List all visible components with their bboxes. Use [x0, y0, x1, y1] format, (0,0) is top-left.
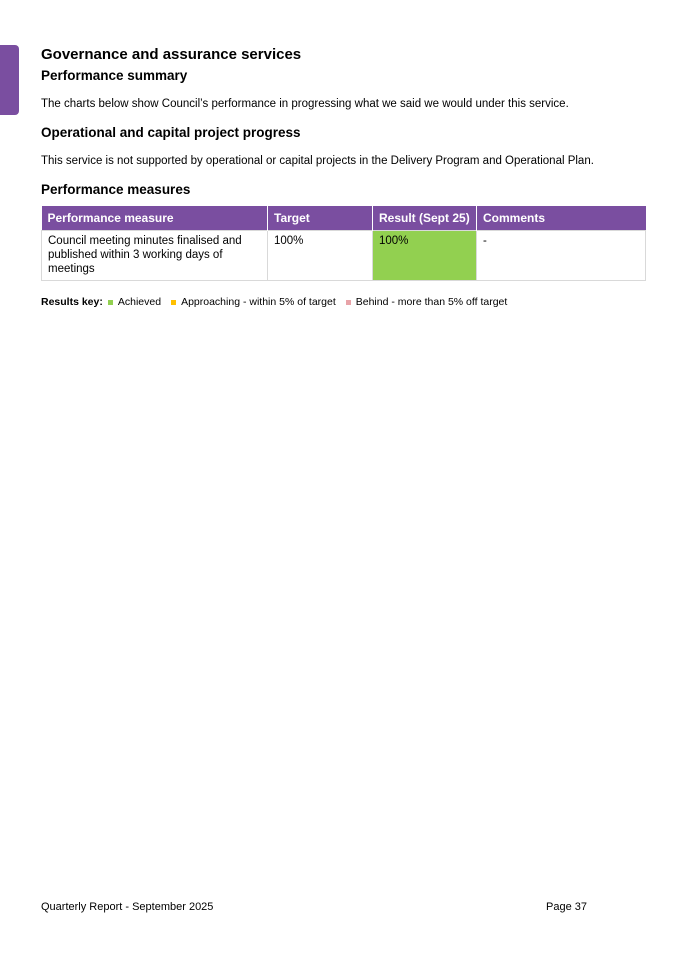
target-cell: 100%: [268, 231, 373, 281]
key-label-approaching: Approaching - within 5% of target: [181, 296, 336, 308]
key-item-achieved: [108, 295, 161, 309]
performance-summary-title: Performance summary: [41, 68, 188, 83]
measure-cell: Council meeting minutes finalised and published within 3 working days of meetings: [42, 231, 268, 281]
section-tab-marker: [0, 45, 19, 115]
result-cell: 100%: [373, 231, 477, 281]
key-item-behind: [346, 295, 508, 309]
column-header-target: Target: [268, 206, 373, 231]
column-header-comments: Comments: [477, 206, 646, 231]
achieved-swatch-icon: [108, 300, 113, 305]
footer-report-title: Quarterly Report - September 2025: [41, 901, 214, 913]
page-footer: [41, 900, 587, 914]
performance-measures-title: Performance measures: [41, 182, 191, 197]
service-heading: Governance and assurance services: [41, 46, 302, 63]
behind-swatch-icon: [346, 300, 351, 305]
project-progress-title: Operational and capital project progress: [41, 125, 301, 140]
table-header-row: [42, 206, 646, 231]
footer-page-number: Page 37: [546, 901, 587, 913]
performance-measures-table: [41, 206, 646, 281]
results-key: [41, 295, 645, 309]
performance-summary-text: The charts below show Council’s performance in progressing what we said we would under this service.: [41, 98, 569, 110]
column-header-measure: Performance measure: [42, 206, 268, 231]
project-progress-text: This service is not supported by operational or capital projects in the Delivery Program and Operational Plan.: [41, 155, 594, 167]
column-header-result: Result (Sept 25): [373, 206, 477, 231]
results-key-label: Results key:: [41, 296, 103, 308]
key-item-approaching: [171, 295, 336, 309]
table-row: [42, 231, 646, 281]
comments-cell: -: [477, 231, 646, 281]
page-content: [41, 45, 645, 309]
approaching-swatch-icon: [171, 300, 176, 305]
key-label-behind: Behind - more than 5% off target: [355, 296, 508, 308]
key-label-achieved: Achieved: [117, 296, 162, 308]
